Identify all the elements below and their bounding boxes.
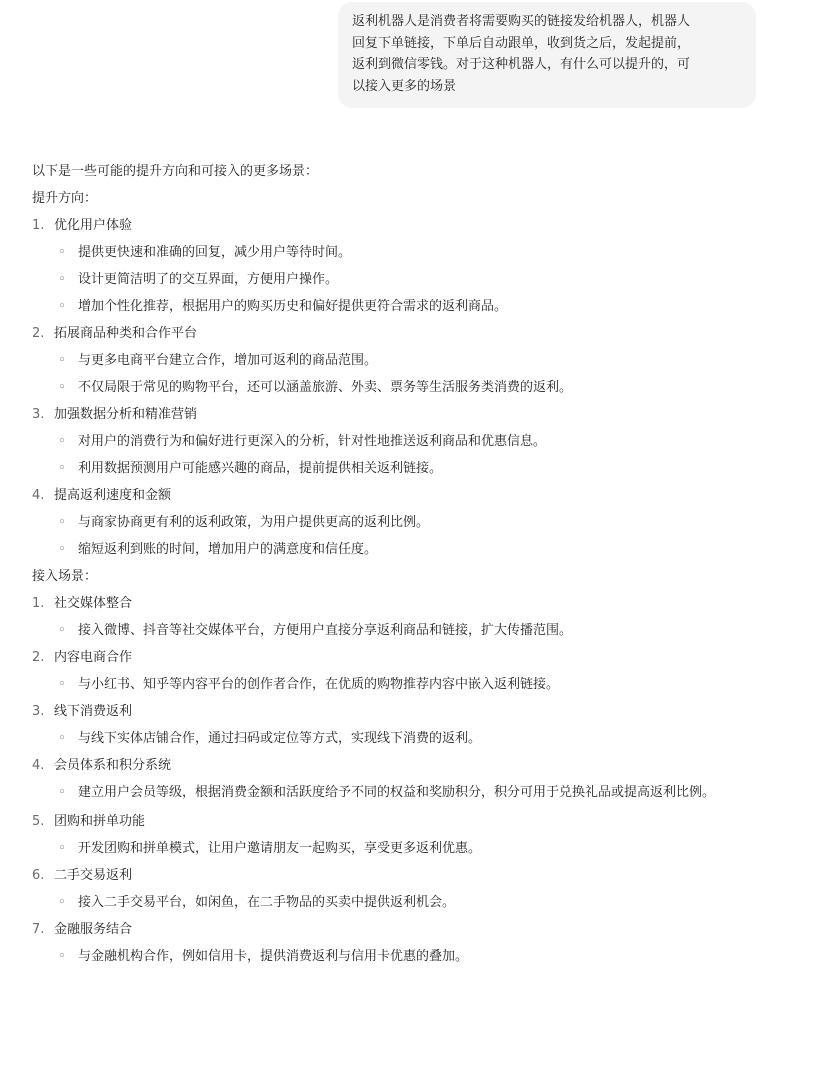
item-title: 优化用户体验 — [54, 218, 133, 233]
bullet-text: 接入微博、抖音等社交媒体平台，方便用户直接分享返利商品和链接，扩大传播范围。 — [78, 623, 573, 638]
bullet-item — [32, 889, 792, 916]
bullet-text: 缩短返利到账的时间，增加用户的满意度和信任度。 — [78, 542, 378, 557]
bullet-text: 与小红书、知乎等内容平台的创作者合作，在优质的购物推荐内容中嵌入返利链接。 — [78, 677, 560, 692]
user-message-line: 回复下单链接，下单后自动跟单，收到货之后，发起提前， — [352, 35, 691, 51]
bullet-item — [32, 293, 792, 320]
bullet-item — [32, 347, 792, 374]
bullet-text: 对用户的消费行为和偏好进行更深入的分析，针对性地推送返利商品和优惠信息。 — [78, 434, 547, 449]
item-title: 社交媒体整合 — [54, 596, 133, 611]
user-message-line: 以接入更多的场景 — [352, 78, 457, 94]
bullet-text: 设计更简洁明了的交互界面，方便用户操作。 — [78, 272, 339, 287]
bullet-text: 不仅局限于常见的购物平台，还可以涵盖旅游、外卖、票务等生活服务类消费的返利。 — [78, 380, 573, 395]
item-title: 团购和拼单功能 — [54, 814, 146, 829]
bullet-item — [32, 509, 792, 536]
bullet-circle-icon: ◦ — [58, 272, 66, 287]
bullet-text: 与金融机构合作，例如信用卡，提供消费返利与信用卡优惠的叠加。 — [78, 949, 469, 964]
bullet-item — [32, 943, 792, 970]
item-number: 4. — [32, 488, 45, 503]
user-message-line: 返利到微信零钱。对于这种机器人，有什么可以提升的，可 — [352, 57, 691, 72]
item-title: 拓展商品种类和合作平台 — [54, 326, 198, 341]
item-title: 内容电商合作 — [54, 650, 133, 665]
item-number: 2. — [32, 326, 45, 341]
numbered-item — [32, 482, 792, 509]
item-title: 线下消费返利 — [54, 704, 133, 719]
bullet-text: 开发团购和拼单模式，让用户邀请朋友一起购买，享受更多返利优惠。 — [78, 841, 482, 856]
bullet-text: 与线下实体店铺合作，通过扫码或定位等方式，实现线下消费的返利。 — [78, 731, 482, 746]
numbered-item — [32, 698, 792, 725]
bullet-circle-icon: ◦ — [58, 353, 66, 368]
bullet-circle-icon: ◦ — [58, 623, 66, 638]
user-message-line: 返利机器人是消费者将需要购买的链接发给机器人，机器人 — [352, 14, 691, 29]
bullet-item — [32, 266, 792, 293]
assistant-reply — [32, 158, 792, 970]
user-message-bubble — [338, 2, 756, 108]
numbered-item — [32, 752, 792, 779]
item-number: 2. — [32, 650, 45, 665]
bullet-circle-icon: ◦ — [58, 731, 66, 746]
bullet-circle-icon: ◦ — [58, 461, 66, 476]
bullet-item — [32, 725, 792, 752]
item-title: 金融服务结合 — [54, 922, 133, 937]
bullet-circle-icon: ◦ — [58, 515, 66, 530]
bullet-circle-icon: ◦ — [58, 245, 66, 260]
item-title: 提高返利速度和金额 — [54, 488, 172, 503]
bullet-circle-icon: ◦ — [58, 949, 66, 964]
bullet-item — [32, 671, 792, 698]
item-title: 二手交易返利 — [54, 868, 133, 883]
section-title-improvements: 提升方向： — [32, 191, 98, 206]
bullet-circle-icon: ◦ — [58, 299, 66, 314]
bullet-text: 接入二手交易平台，如闲鱼，在二手物品的买卖中提供返利机会。 — [78, 895, 456, 910]
numbered-item — [32, 401, 792, 428]
bullet-item — [32, 779, 778, 808]
bullet-item — [32, 536, 792, 563]
bullet-circle-icon: ◦ — [58, 841, 66, 856]
bullet-text: 利用数据预测用户可能感兴趣的商品，提前提供相关返利链接。 — [78, 461, 443, 476]
numbered-item — [32, 862, 792, 889]
item-title: 加强数据分析和精准营销 — [54, 407, 198, 422]
item-number: 4. — [32, 758, 45, 773]
bullet-item — [32, 239, 792, 266]
numbered-item — [32, 320, 792, 347]
bullet-item — [32, 617, 792, 644]
numbered-item — [32, 212, 792, 239]
item-number: 1. — [32, 218, 45, 233]
bullet-text: 与商家协商更有利的返利政策，为用户提供更高的返利比例。 — [78, 515, 430, 530]
bullet-circle-icon: ◦ — [58, 785, 66, 800]
bullet-circle-icon: ◦ — [58, 895, 66, 910]
bullet-text: 建立用户会员等级，根据消费金额和活跃度给予不同的权益和奖励积分，积分可用于兑换礼品或提高返利比例。 — [78, 785, 716, 800]
bullet-text: 提供更快速和准确的回复，减少用户等待时间。 — [78, 245, 352, 260]
numbered-item — [32, 590, 792, 617]
item-number: 7. — [32, 922, 45, 937]
bullet-text: 与更多电商平台建立合作，增加可返利的商品范围。 — [78, 353, 378, 368]
bullet-item — [32, 428, 792, 455]
bullet-text: 增加个性化推荐，根据用户的购买历史和偏好提供更符合需求的返利商品。 — [78, 299, 508, 314]
bullet-item — [32, 455, 792, 482]
item-number: 3. — [32, 704, 45, 719]
bullet-circle-icon: ◦ — [58, 542, 66, 557]
item-number: 3. — [32, 407, 45, 422]
bullet-circle-icon: ◦ — [58, 434, 66, 449]
bullet-circle-icon: ◦ — [58, 677, 66, 692]
bullet-item — [32, 835, 792, 862]
numbered-item — [32, 916, 792, 943]
bullet-item — [32, 374, 792, 401]
item-title: 会员体系和积分系统 — [54, 758, 172, 773]
item-number: 1. — [32, 596, 45, 611]
item-number: 5. — [32, 814, 45, 829]
reply-intro: 以下是一些可能的提升方向和可接入的更多场景： — [32, 164, 319, 179]
section-title-scenarios: 接入场景： — [32, 569, 98, 584]
numbered-item — [32, 808, 792, 835]
item-number: 6. — [32, 868, 45, 883]
bullet-circle-icon: ◦ — [58, 380, 66, 395]
numbered-item — [32, 644, 792, 671]
